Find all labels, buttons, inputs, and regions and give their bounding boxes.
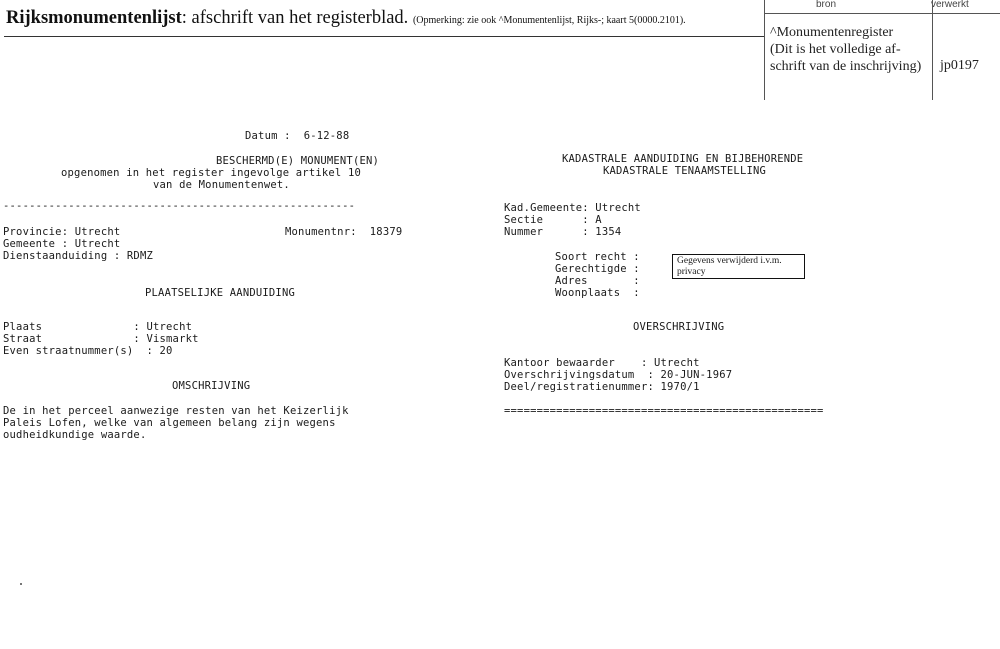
plaats-line: Plaats : Utrecht: [3, 321, 193, 333]
header-rule: [4, 36, 764, 37]
sectie-line: Sectie : A: [504, 214, 602, 226]
soort-recht-line: Soort recht :: [555, 251, 640, 263]
nummer-line: Nummer : 1354: [504, 226, 622, 238]
bron-value: [770, 24, 940, 75]
straatnummers-line: Even straatnummer(s) : 20: [3, 345, 173, 357]
dienstaanduiding-line: Dienstaanduiding : RDMZ: [3, 250, 153, 262]
page-title-bold: Rijksmonumentenlijst: [6, 8, 182, 28]
provincie-line: Provincie: Utrecht: [3, 226, 121, 238]
adres-line: Adres :: [555, 275, 640, 287]
monumentnr-line: Monumentnr: 18379: [285, 226, 403, 238]
scan-speck: [20, 583, 22, 585]
straat-line: Straat : Vismarkt: [3, 333, 199, 345]
left-heading-line: opgenomen in het register ingevolge artikel 10: [61, 167, 361, 179]
verwerkt-value: jp0197: [940, 58, 979, 73]
overschrijvingsdatum-line: Overschrijvingsdatum : 20-JUN-1967: [504, 369, 733, 381]
woonplaats-line: Woonplaats :: [555, 287, 640, 299]
bron-line: schrift van de inschrijving): [770, 59, 922, 74]
omschrijving-line: De in het perceel aanwezige resten van het Keizerlijk: [3, 405, 349, 417]
kad-gemeente-line: Kad.Gemeente: Utrecht: [504, 202, 641, 214]
plaatselijke-heading: PLAATSELIJKE AANDUIDING: [145, 287, 295, 299]
omschrijving-heading: OMSCHRIJVING: [172, 380, 251, 392]
page-title-rest: : afschrift van het registerblad.: [181, 8, 409, 28]
omschrijving-line: oudheidkundige waarde.: [3, 429, 147, 441]
bron-line: ^Monumentenregister: [770, 25, 894, 40]
left-heading-line: BESCHERMD(E) MONUMENT(EN): [216, 155, 380, 167]
bron-label: bron: [816, 0, 837, 10]
omschrijving-line: Paleis Lofen, welke van algemeen belang zijn wegens: [3, 417, 336, 429]
gerechtigde-line: Gerechtigde :: [555, 263, 640, 275]
page-title-note: (Opmerking: zie ook ^Monumentenlijst, Rijks-; kaart 5(0000.2101).: [412, 15, 686, 26]
privacy-redaction-box: Gegevens verwijderd i.v.m. privacy: [672, 254, 805, 279]
gemeente-line: Gemeente : Utrecht: [3, 238, 121, 250]
page-title: [6, 8, 686, 29]
datum-line: Datum : 6-12-88: [245, 130, 350, 142]
kantoor-line: Kantoor bewaarder : Utrecht: [504, 357, 700, 369]
right-divider: =================================================: [504, 405, 824, 417]
table-border-left: [764, 0, 765, 100]
overschrijving-heading: OVERSCHRIJVING: [633, 321, 725, 333]
bron-line: (Dit is het volledige af-: [770, 42, 901, 57]
left-divider: ------------------------------------------------------: [3, 200, 356, 212]
verwerkt-label: verwerkt: [931, 0, 969, 10]
right-heading-line: KADASTRALE AANDUIDING EN BIJBEHORENDE: [562, 153, 804, 165]
deel-line: Deel/registratienummer: 1970/1: [504, 381, 700, 393]
left-heading-line: van de Monumentenwet.: [153, 179, 290, 191]
table-header-rule: [764, 13, 1000, 14]
right-heading-line: KADASTRALE TENAAMSTELLING: [603, 165, 767, 177]
